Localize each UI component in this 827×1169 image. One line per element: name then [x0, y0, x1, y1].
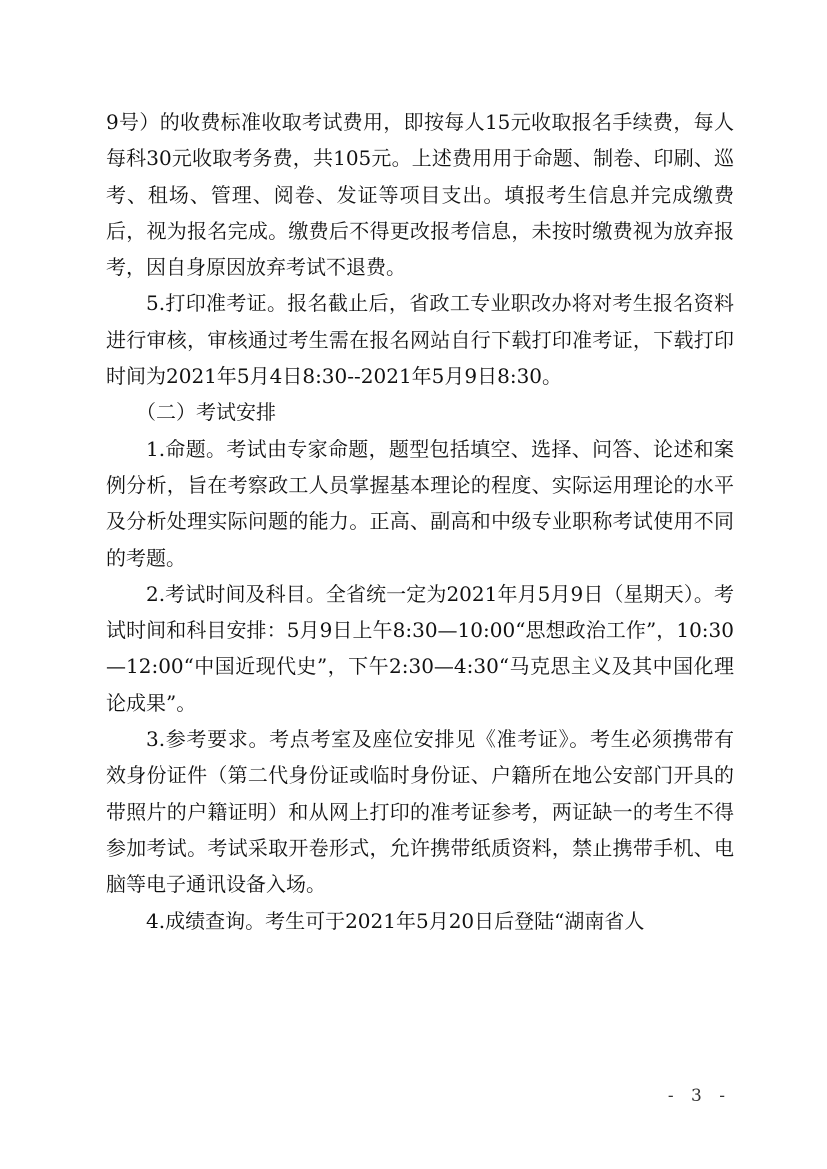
section-heading-exam-arrangement: （二）考试安排	[136, 400, 276, 425]
paragraph-exam-time: 2.考试时间及科目。全省统一定为2021年月5月9日（星期天）。考试时间和科目安排：5月9日上午8:30—10:00“思想政治工作”，10:30—12:00“中国近现代史”，下午2:30—4:30“马克思主义及其中国化理论成果”。	[106, 581, 734, 715]
paragraph-score-query: 4.成绩查询。考生可于2021年5月20日后登陆“湖南省人	[146, 908, 645, 933]
paragraph-requirements: 3.参考要求。考点考室及座位安排见《准考证》。考生必须携带有效身份证件（第二代身份证或临时身份证、户籍所在地公安部门开具的带照片的户籍证明）和从网上打印的准考证参考，两证缺一的考生不得参加考试。考试采取开卷形式，允许携带纸质资料，禁止携带手机、电脑等电子通讯设备入场。	[106, 727, 734, 897]
paragraph-fee-continued: 9号）的收费标准收取考试费用，即按每人15元收取报名手续费，每人每科30元收取考务费，共105元。上述费用用于命题、制卷、印刷、巡考、租场、管理、阅卷、发证等项目支出。填报考生信息并完成缴费后，视为报名完成。缴费后不得更改报考信息，未按时缴费视为放弃报考，因自身原因放弃考试不退费。	[106, 110, 734, 280]
page-number: - 3 -	[667, 1086, 731, 1106]
paragraph-print-admission: 5.打印准考证。报名截止后，省政工专业职改办将对考生报名资料进行审核，审核通过考生需在报名网站自行下载打印准考证，下载打印时间为2021年5月4日8:30--2021年5月9日8:30。	[106, 291, 734, 389]
document-body	[106, 104, 734, 939]
paragraph-proposition: 1.命题。考试由专家命题，题型包括填空、选择、问答、论述和案例分析，旨在考察政工人员掌握基本理论的程度、实际运用理论的水平及分析处理实际问题的能力。正高、副高和中级专业职称考试使用不同的考题。	[106, 436, 734, 570]
